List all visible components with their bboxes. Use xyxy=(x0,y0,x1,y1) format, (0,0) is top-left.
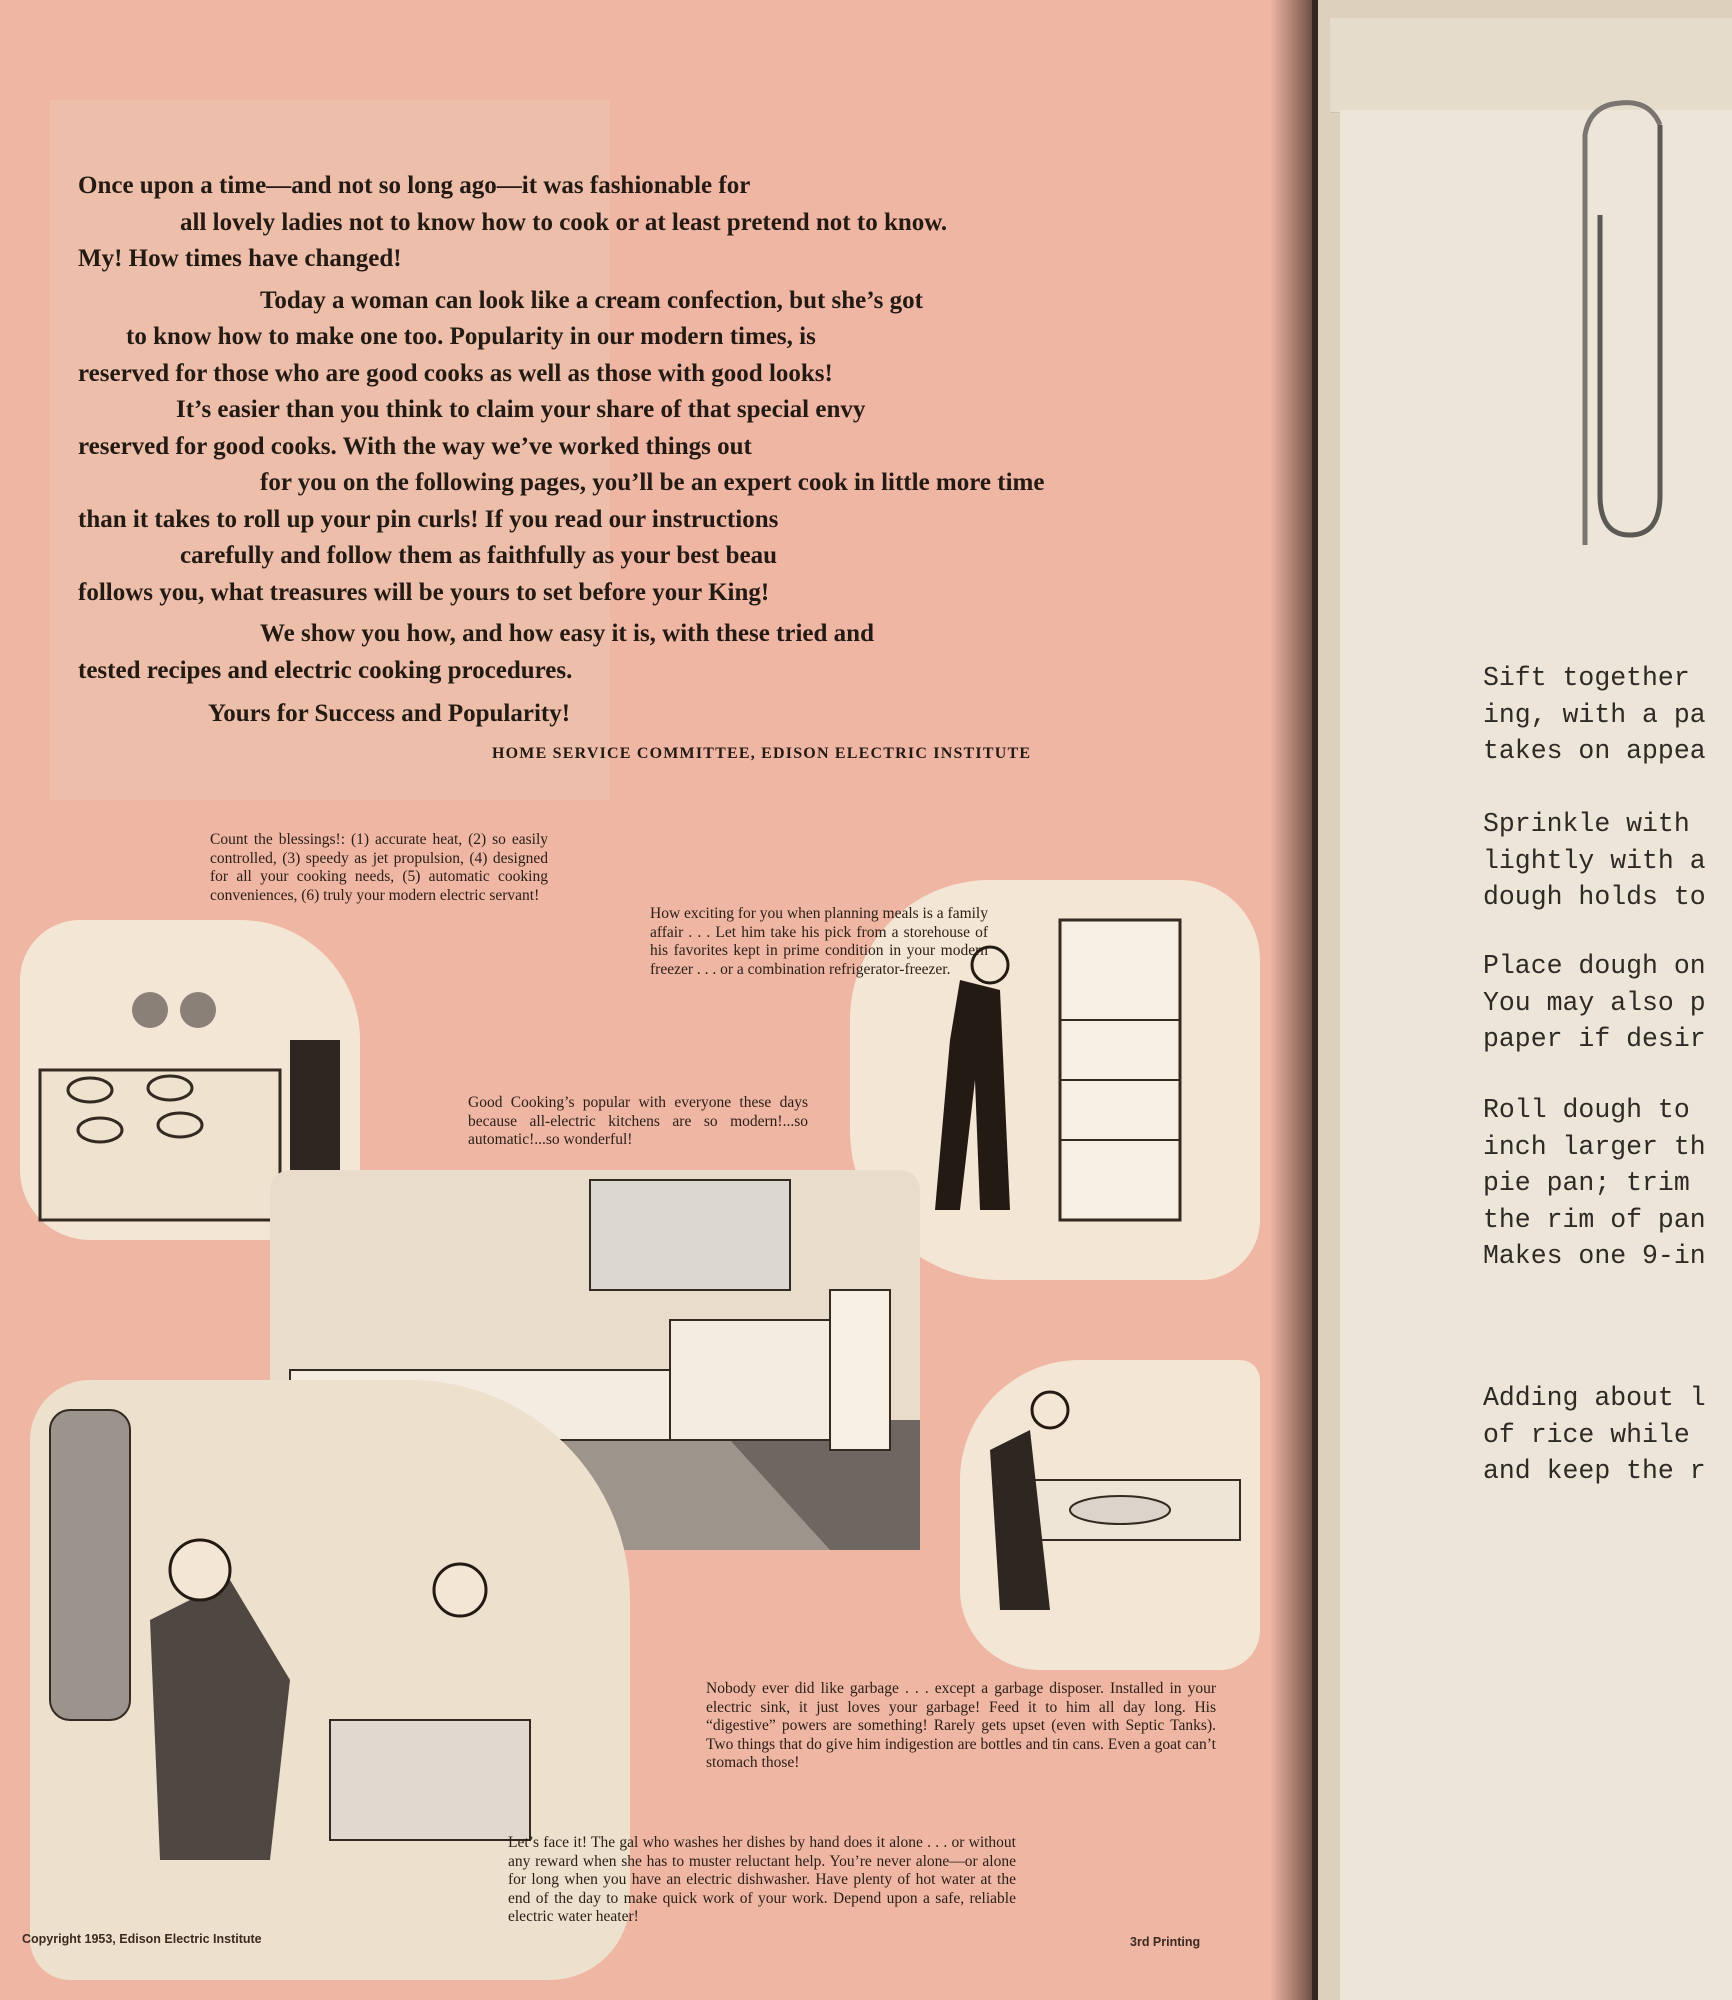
caption-garbage-disposer: Nobody ever did like garbage . . . except a garbage disposer. Installed in your electric sink, it just loves your garbage! Feed it to him all day long. His “digestive” powers are something! Rarely gets upset (even with Septic Tanks). Two things that do give him indigestion are bottles and tin cans. Even a goat can’t stomach those! xyxy=(706,1680,1216,1771)
intro-line: carefully and follow them as faithfully as your best beau xyxy=(180,542,778,569)
copyright-notice: Copyright 1953, Edison Electric Institute xyxy=(22,1932,262,1946)
intro-line: It’s easier than you think to claim your share of that special envy xyxy=(176,396,866,423)
sink-illustration xyxy=(960,1360,1260,1670)
typed-line: Adding about l xyxy=(1483,1383,1706,1413)
typed-line: Makes one 9-in xyxy=(1483,1241,1706,1271)
typed-line: of rice while xyxy=(1483,1419,1690,1450)
intro-line: tested recipes and electric cooking procedures. xyxy=(78,656,573,684)
typed-line: pie pan; trim xyxy=(1483,1168,1690,1198)
intro-line: reserved for those who are good cooks as well as those with good looks! xyxy=(78,359,833,387)
typed-paragraph-3 xyxy=(1483,948,1706,1058)
typed-line: Place dough on xyxy=(1483,951,1706,981)
typed-paragraph-5 xyxy=(1483,1380,1706,1490)
caption-good-cooking: Good Cooking’s popular with everyone these days because all-electric kitchens are so modern!...so automatic!...so wonderful! xyxy=(468,1094,808,1148)
caption-blessings: Count the blessings!: (1) accurate heat, (2) so easily controlled, (3) speedy as jet propulsion, (4) designed for all your cooking needs, (5) automatic cooking conveniences, (6) truly your modern electric servant! xyxy=(210,831,548,904)
typed-line: takes on appea xyxy=(1483,736,1706,766)
intro-line: than it takes to roll up your pin curls! If you read our instructions xyxy=(78,505,779,533)
intro-line: My! How times have changed! xyxy=(78,245,402,272)
caption-freezer: How exciting for you when planning meals is a family affair . . . Let him take his pick from a storehouse of his favorites kept in prime condition in your modern freezer . . . or a combination refrigerator-freezer. xyxy=(650,905,988,978)
committee-signature: HOME SERVICE COMMITTEE, EDISON ELECTRIC INSTITUTE xyxy=(492,745,1032,762)
intro-text xyxy=(78,168,1138,689)
intro-line: reserved for good cooks. With the way we’ve worked things out xyxy=(78,432,752,460)
paper-clip-icon xyxy=(1560,95,1690,545)
typed-line: lightly with a xyxy=(1483,845,1706,876)
typed-line: inch larger th xyxy=(1483,1131,1706,1162)
intro-line: all lovely ladies not to know how to cook or at least pretend not to know. xyxy=(180,208,948,236)
intro-line: follows you, what treasures will be yours to set before your King! xyxy=(78,578,770,606)
intro-line: for you on the following pages, you’ll be an expert cook in little more time xyxy=(260,469,1045,496)
typed-line: the rim of pan xyxy=(1483,1204,1706,1235)
intro-line: Today a woman can look like a cream confection, but she’s got xyxy=(260,286,923,314)
signoff: Yours for Success and Popularity! xyxy=(208,700,571,727)
sink-drawing xyxy=(960,1360,1260,1670)
intro-line: to know how to make one too. Popularity in our modern times, is xyxy=(126,323,816,350)
typed-line: paper if desir xyxy=(1483,1024,1706,1054)
typed-line: Sprinkle with xyxy=(1483,809,1690,839)
typed-line: ing, with a pa xyxy=(1483,699,1706,730)
typed-paragraph-2 xyxy=(1483,806,1706,916)
intro-line: We show you how, and how easy it is, with these tried and xyxy=(260,620,874,647)
intro-line: Once upon a time—and not so long ago—it was fashionable for xyxy=(78,172,751,199)
printing-notice: 3rd Printing xyxy=(1130,1935,1201,1949)
typed-line: You may also p xyxy=(1483,987,1706,1018)
typed-line: dough holds to xyxy=(1483,882,1706,912)
typed-paragraph-4 xyxy=(1483,1092,1706,1275)
typed-line: and keep the r xyxy=(1483,1456,1706,1486)
typed-line: Roll dough to xyxy=(1483,1095,1690,1125)
typed-line: Sift together xyxy=(1483,663,1690,693)
caption-dishwasher: Let’s face it! The gal who washes her dishes by hand does it alone . . . or without any reward when she has to muster reluctant help. You’re never alone—or alone for long when you have an electric dishwasher. Have plenty of hot water at the end of the day to make quick work of your work. Depend upon a safe, reliable electric water heater! xyxy=(508,1834,1016,1925)
typed-paragraph-1 xyxy=(1483,660,1706,770)
